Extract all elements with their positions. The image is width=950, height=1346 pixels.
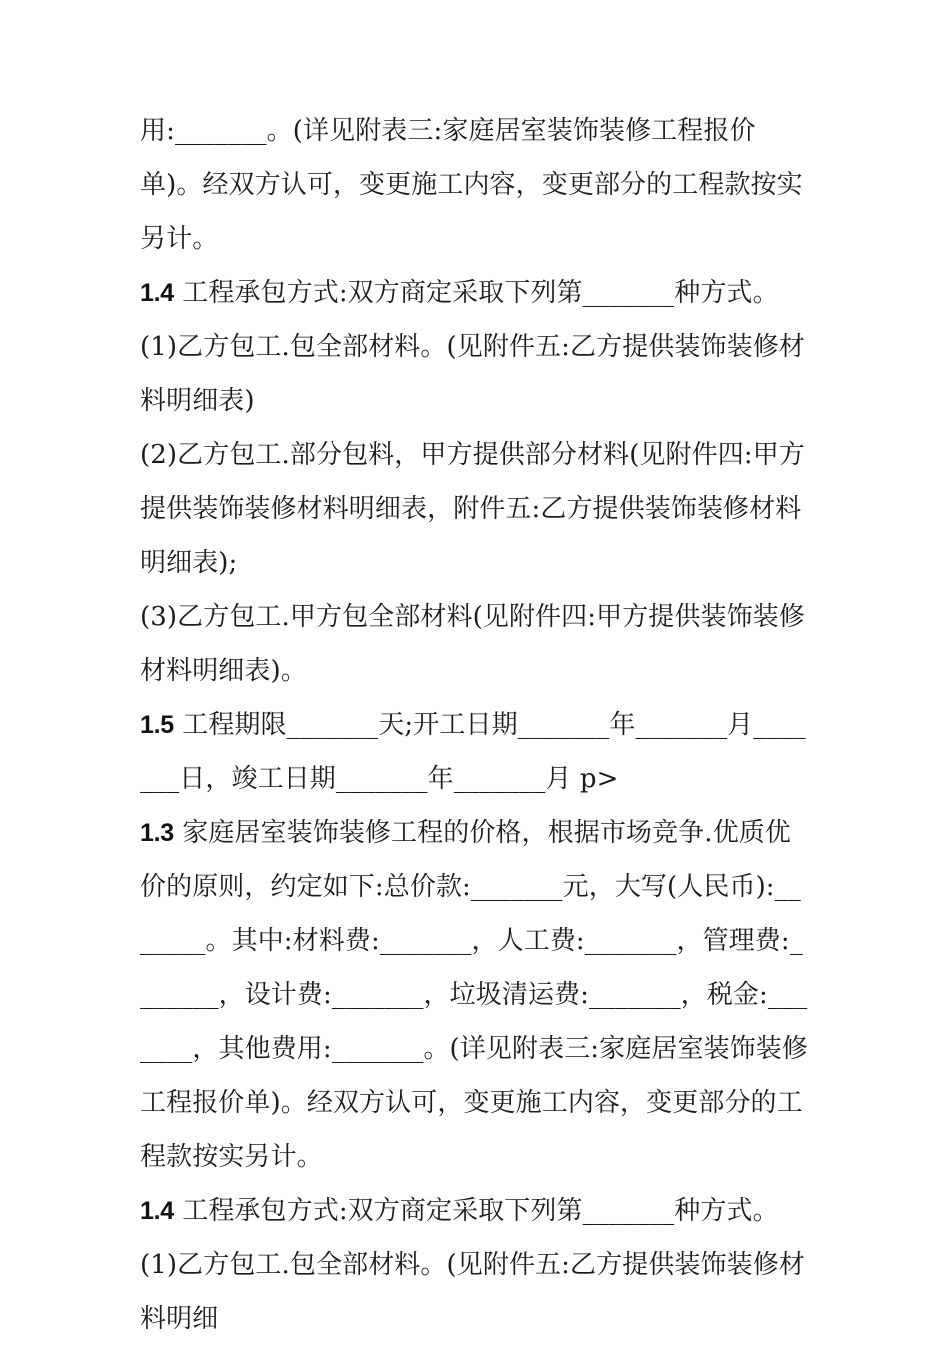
- paragraph-text: 家庭居室装饰装修工程的价格，根据市场竞争.优质优价的原则，约定如下:总价款:_______元，大写(人民币):_______。其中:材料费:_______，人工费:_______，管理费:_______，设计费:_______，垃圾清运费:_______，税金:_______，其他费用:_______。(详见附表三:家庭居室装饰装修工程报价单)。经双方认可，变更施工内容，变更部分的工程款按实另计。: [140, 818, 808, 1172]
- paragraph-text: 工程期限_______天;开工日期_______年_______月_______日，竣工日期_______年_______月 p>: [140, 710, 806, 794]
- paragraph-text: 工程承包方式:双方商定采取下列第_______种方式。 (1)乙方包工.包全部材料。(见附件五:乙方提供装饰装修材料明细: [140, 1196, 805, 1334]
- paragraph-fee-continuation: [140, 104, 812, 266]
- clause-number: 1.5: [140, 711, 174, 739]
- paragraph-text: (2)乙方包工.部分包料，甲方提供部分材料(见附件四:甲方提供装饰装修材料明细表，附件五:乙方提供装饰装修材料明细表);: [140, 440, 805, 578]
- paragraph-option-2: [140, 428, 812, 590]
- document-text-body: [140, 104, 812, 1346]
- paragraph-clause-1-3: [140, 806, 812, 1184]
- paragraph-option-3: [140, 590, 812, 698]
- paragraph-text: 用:_______。(详见附表三:家庭居室装饰装修工程报价单)。经双方认可，变更施工内容，变更部分的工程款按实另计。: [140, 116, 803, 254]
- paragraph-clause-1-4: [140, 266, 812, 428]
- paragraph-text: (3)乙方包工.甲方包全部材料(见附件四:甲方提供装饰装修材料明细表)。: [140, 602, 805, 686]
- paragraph-clause-1-4-repeat: [140, 1184, 812, 1346]
- paragraph-text: 工程承包方式:双方商定采取下列第_______种方式。 (1)乙方包工.包全部材料。(见附件五:乙方提供装饰装修材料明细表): [140, 278, 805, 416]
- clause-number: 1.4: [140, 1197, 174, 1225]
- clause-number: 1.4: [140, 279, 174, 307]
- clause-number: 1.3: [140, 819, 174, 847]
- paragraph-clause-1-5: [140, 698, 812, 806]
